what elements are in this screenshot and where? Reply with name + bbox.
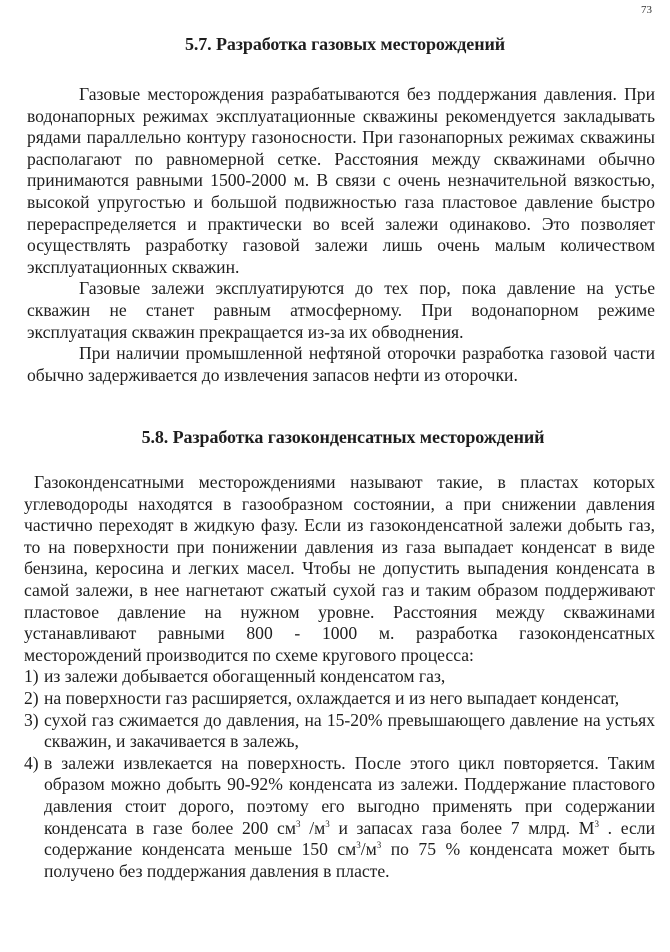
list-number: 1): [24, 666, 39, 687]
list-text: из залежи добывается обогащенный конденсатом газ,: [44, 666, 446, 687]
list-text: на поверхности газ расширяется, охлаждается и из него выпадает конденсат,: [44, 687, 620, 708]
superscript: 3: [594, 818, 599, 829]
superscript: 3: [356, 840, 361, 851]
list-text: сухой газ сжимается до давления, на 15-20% превышающего давление на устьях скважин, и закачивается в залежь,: [44, 709, 655, 752]
superscript: 3: [296, 818, 301, 829]
superscript: 3: [325, 818, 330, 829]
paragraph: Газовые залежи эксплуатируются до тех пор, пока давление на устье скважин не станет равным атмосферному. При водонапорном режиме эксплуатация скважин прекращается из-за их обводнения.: [27, 278, 655, 342]
paragraph: Газовые месторождения разрабатываются без поддержания давления. При водонапорных режимах эксплуатационные скважины рекомендуется закладывать рядами параллельно контуру газоносности. При газонапорных режимах скважины располагают по равномерной сетке. Расстояния между скважинами обычно принимаются равными 1500-2000 м. В связи с очень незначительной вязкостью, высокой упругостью и большой подвижностью газа пластовое давление быстро перераспределяется и практически во всей залежи одинаково. Это позволяет осуществлять разработку газовой залежи лишь очень малым количеством эксплуатационных скважин.: [27, 84, 655, 277]
text-run: по 75 % конденсата может быть получено без поддержания давления в пласте.: [44, 839, 655, 881]
superscript: 3: [376, 840, 382, 851]
section-5-8-body: [24, 472, 655, 882]
list-item: [24, 710, 655, 753]
text-run: и запасах газа более 7 млрд. М: [329, 817, 595, 838]
section-heading-5-8: 5.8. Разработка газоконденсатных месторождений: [141, 427, 545, 447]
list-number: 4): [24, 752, 39, 773]
list-number: 2): [24, 687, 39, 708]
list-item: [24, 753, 655, 883]
section-5-7-body: [27, 84, 655, 386]
list-number: 3): [24, 709, 39, 730]
paragraph: При наличии промышленной нефтяной оторочки разработка газовой части обычно задерживается до извлечения запасов нефти из оторочки.: [27, 343, 655, 385]
list-item: [24, 666, 655, 688]
list-text: [44, 753, 655, 883]
text-run: . если содержание конденсата меньше 150 см: [44, 817, 655, 860]
text-run: /м: [360, 839, 377, 860]
page-number: 73: [641, 4, 652, 16]
text-run: в залежи извлекается на поверхность. После этого цикл повторяется. Таким образом можно добыть 90-92% конденсата из залежи. Поддержание пластового давления стоит дорого, поэтому его выгодно применять при содержании конденсата в газе более 200 см: [44, 752, 655, 838]
paragraph: Газоконденсатными месторождениями называют такие, в пластах которых углеводороды находятся в газообразном состоянии, а при снижении давления частично переходят в жидкую фазу. Если из газоконденсатной залежи добыть газ, то на поверхности при понижении давления из газа выпадает конденсат в виде бензина, керосина и легких масел. Чтобы не допустить выпадения конденсата в самой залежи, в нее нагнетают сжатый сухой газ и таким образом поддерживают пластовое давление на нужном уровне. Расстояния между скважинами устанавливают равными 800 - 1000 м. разработка газоконденсатных месторождений производится по схеме кругового процесса:: [24, 472, 655, 665]
section-heading-5-7: 5.7. Разработка газовых месторождений: [184, 34, 506, 54]
text-run: /м: [300, 817, 326, 838]
list-item: [24, 688, 655, 710]
